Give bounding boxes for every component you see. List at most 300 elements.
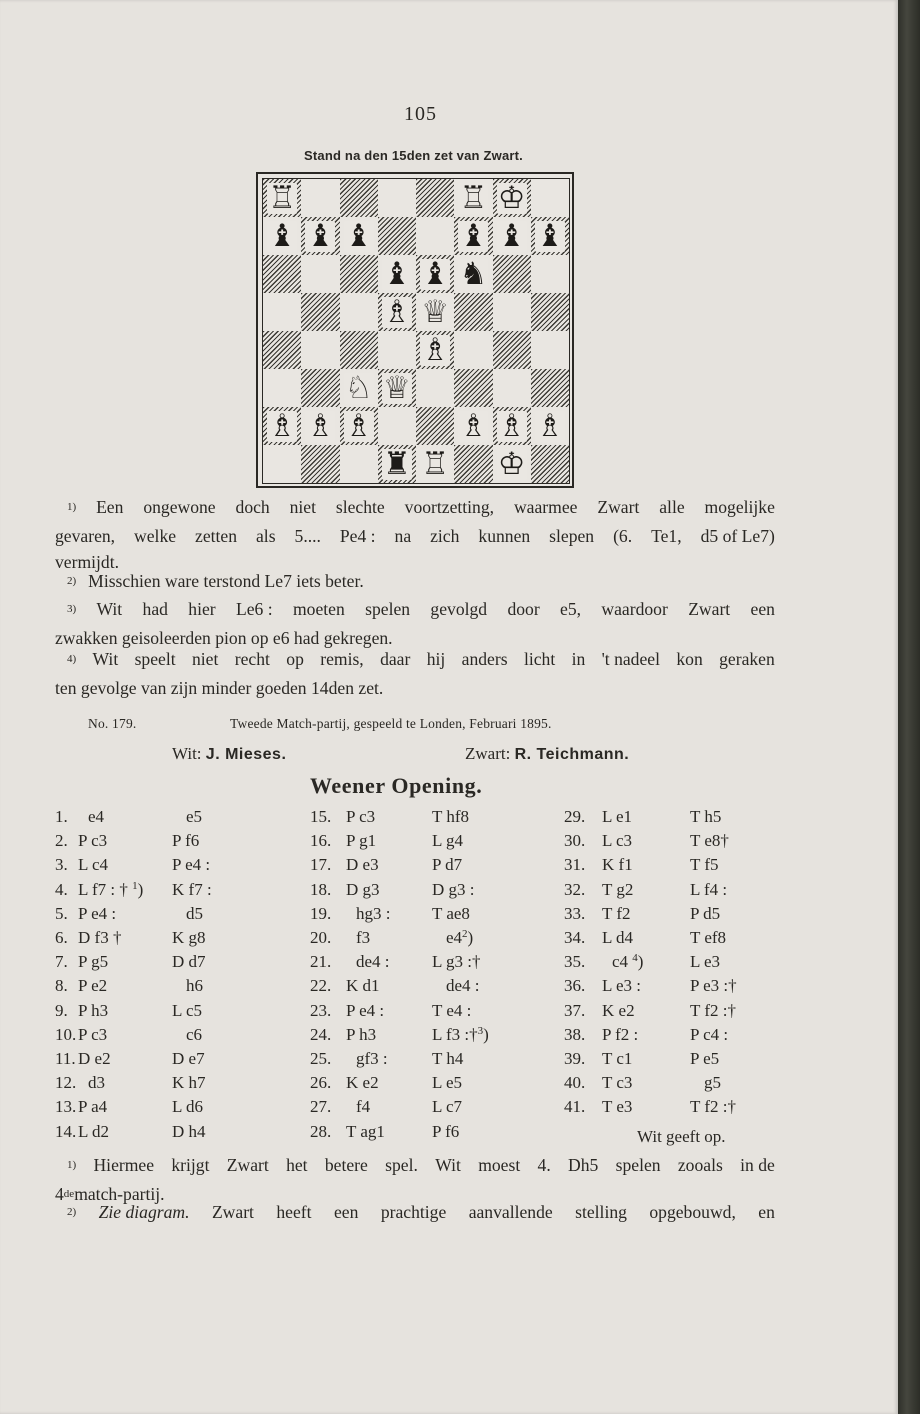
footnote-marker: 2) <box>67 1206 77 1218</box>
move-number: 19. <box>310 903 332 923</box>
word: alle <box>659 497 685 517</box>
black-move: P c4 : <box>690 1024 729 1044</box>
chess-piece-b7: ♝ <box>306 217 335 254</box>
white-move: T c1 <box>602 1049 633 1068</box>
white-move: P e4 : <box>78 903 117 923</box>
chess-piece-c3: ♘ <box>344 369 373 406</box>
word: Wit <box>435 1155 461 1175</box>
white-move: e4 <box>88 807 105 826</box>
chess-piece-d1: ♜ <box>382 445 411 482</box>
black-move: T ae8 <box>432 903 470 923</box>
white-move: P h3 <box>346 1024 377 1044</box>
word: Wit <box>92 649 119 669</box>
black-move: L f4 : <box>690 879 728 899</box>
square-e2 <box>416 407 454 445</box>
move-number: 12. <box>55 1073 77 1093</box>
word: moeten <box>292 599 345 619</box>
move-number: 16. <box>310 831 332 851</box>
word: Le6 : <box>236 599 273 619</box>
chess-piece-d3: ♕ <box>382 369 411 406</box>
square-b2 <box>301 407 339 445</box>
square-g2 <box>493 407 531 445</box>
white-move: K d1 <box>346 976 380 996</box>
word: prachtige <box>380 1202 447 1222</box>
move-number: 32. <box>564 879 586 899</box>
word: niet <box>191 649 219 669</box>
black-move: P e5 <box>690 1049 720 1068</box>
game-number: No. 179. <box>88 716 137 731</box>
move-number: 28. <box>310 1121 332 1141</box>
word: Zwart <box>211 1202 254 1222</box>
white-player <box>172 744 286 764</box>
black-move: D h4 <box>172 1121 206 1141</box>
move-number: 2. <box>55 831 68 851</box>
square-a7 <box>263 217 301 255</box>
chess-piece-g7: ♝ <box>497 217 526 254</box>
word: zetten <box>195 526 238 546</box>
black-move: T f2 :† <box>690 1097 736 1117</box>
white-move: P c3 <box>78 831 108 851</box>
game-result: Wit geeft op. <box>637 1127 726 1146</box>
white-move: L d2 <box>78 1121 110 1141</box>
square-h8 <box>531 179 569 217</box>
footnote-4-line-2 <box>55 675 775 701</box>
square-h7 <box>531 217 569 255</box>
move-number: 37. <box>564 1000 586 1020</box>
opening-title: Weener Opening. <box>310 773 483 798</box>
square-f8 <box>454 179 492 217</box>
square-f2 <box>454 407 492 445</box>
move-number: 17. <box>310 855 332 875</box>
black-move: h6 <box>186 976 203 996</box>
move-number: 33. <box>564 903 586 923</box>
square-h1 <box>531 445 569 483</box>
word: (6. <box>613 526 633 546</box>
square-g6 <box>493 255 531 293</box>
footnote-3-line-1 <box>55 596 775 625</box>
chess-piece-e1: ♖ <box>421 445 450 482</box>
footnote-reference: 4 <box>632 952 638 965</box>
black-move: L c7 <box>432 1097 463 1117</box>
square-e4 <box>416 331 454 369</box>
chess-piece-d6: ♝ <box>382 255 411 292</box>
move-number: 7. <box>55 952 68 972</box>
word: voortzetting, <box>404 497 495 517</box>
word: gevaren, <box>55 526 116 546</box>
move-number: 21. <box>310 952 332 972</box>
square-e1 <box>416 445 454 483</box>
move-number: 40. <box>564 1073 586 1093</box>
black-move: T f2 :† <box>690 1000 736 1020</box>
square-h3 <box>531 369 569 407</box>
word: zwakken geisoleerden pion op e6 had gekregen. <box>55 628 393 648</box>
footnote-marker: 1) <box>67 501 77 513</box>
chess-piece-c7: ♝ <box>344 217 373 254</box>
word: recht <box>234 649 270 669</box>
square-f4 <box>454 331 492 369</box>
game-description: Tweede Match-partij, gespeeld te Londen, Februari 1895. <box>230 716 552 731</box>
footnote-marker: 1) <box>67 1159 77 1171</box>
square-a5 <box>263 293 301 331</box>
black-player <box>465 744 629 764</box>
move-number: 27. <box>310 1097 332 1117</box>
white-move: P e2 <box>78 976 108 996</box>
black-move: K g8 <box>172 928 206 947</box>
white-move: T g2 <box>602 879 634 899</box>
black-move: L g3 :† <box>432 952 481 972</box>
white-move: K e2 <box>602 1000 635 1020</box>
white-move: gf3 : <box>356 1049 388 1068</box>
move-number: 39. <box>564 1049 586 1068</box>
move-number: 13. <box>55 1097 77 1117</box>
square-c5 <box>340 293 378 331</box>
black-move: L f3 :†$^3$) <box>432 1024 489 1044</box>
chess-piece-g2: ♗ <box>497 407 526 444</box>
move-number: 22. <box>310 976 332 996</box>
footnote-1-line-2 <box>55 523 775 549</box>
square-c7 <box>340 217 378 255</box>
word: e5, <box>560 599 582 619</box>
white-move: L e1 <box>602 807 633 826</box>
word: ongewone <box>143 497 216 517</box>
move-number: 23. <box>310 1000 332 1020</box>
word: geraken <box>719 649 775 669</box>
move-number: 1. <box>55 807 68 826</box>
chess-diagram <box>256 172 574 488</box>
footnote-2-marker: 2) <box>67 575 77 587</box>
white-move: D f3 † <box>78 928 122 947</box>
word: spel. <box>385 1155 418 1175</box>
word: een <box>333 1202 359 1222</box>
move-number: 26. <box>310 1073 332 1093</box>
move-number: 25. <box>310 1049 332 1068</box>
word: krijgt <box>171 1155 210 1175</box>
word: waarmee <box>513 497 578 517</box>
footnote-4-line-1 <box>55 646 775 675</box>
square-b5 <box>301 293 339 331</box>
word: Wit <box>96 599 123 619</box>
square-b6 <box>301 255 339 293</box>
footnote-marker: 3) <box>67 603 77 615</box>
game-note-1-line-2: 4 de match-partij. <box>55 1184 165 1204</box>
move-number: 6. <box>55 928 68 947</box>
black-move: T f5 <box>690 855 719 875</box>
move-number: 15. <box>310 807 332 826</box>
square-b7 <box>301 217 339 255</box>
move-number: 5. <box>55 903 68 923</box>
black-move: g5 <box>704 1073 721 1093</box>
word: slepen <box>549 526 595 546</box>
square-h2 <box>531 407 569 445</box>
diagram-reference: Zie diagram. <box>98 1202 190 1222</box>
chess-piece-g1: ♔ <box>497 445 526 482</box>
square-c8 <box>340 179 378 217</box>
word: kunnen <box>478 526 531 546</box>
word: aanvallende <box>468 1202 553 1222</box>
black-move: D e7 <box>172 1049 205 1068</box>
chess-piece-a8: ♖ <box>268 179 297 216</box>
square-d5 <box>378 293 416 331</box>
square-f3 <box>454 369 492 407</box>
word: gevolgd <box>430 599 488 619</box>
word: Zwart <box>688 599 731 619</box>
white-move: D e2 <box>78 1049 111 1068</box>
word: Te1, <box>651 526 682 546</box>
black-player-name: R. Teichmann. <box>514 746 630 763</box>
white-move: L c4 <box>78 855 109 875</box>
square-a6 <box>263 255 301 293</box>
white-move: de4 : <box>356 952 390 972</box>
word: vermijdt. <box>55 552 120 572</box>
white-move: P e4 : <box>346 1000 385 1020</box>
move-number: 41. <box>564 1097 586 1117</box>
footnote-reference: 2 <box>462 928 468 940</box>
square-e8 <box>416 179 454 217</box>
black-move: T h4 <box>432 1049 464 1068</box>
white-move: d3 <box>88 1073 105 1093</box>
white-move: P h3 <box>78 1000 109 1020</box>
black-move: P f6 <box>172 831 200 851</box>
word: Dh5 <box>568 1155 599 1175</box>
word: ten gevolge van zijn minder goeden 14den zet. <box>55 678 384 698</box>
game-note-2-line-1 <box>55 1199 775 1228</box>
word: had <box>142 599 168 619</box>
square-e6 <box>416 255 454 293</box>
square-d2 <box>378 407 416 445</box>
game-note-1-line-1 <box>55 1152 775 1181</box>
white-move: f3 <box>356 928 371 947</box>
square-h5 <box>531 293 569 331</box>
move-number: 4. <box>55 879 68 899</box>
chess-piece-f2: ♗ <box>459 407 488 444</box>
square-g3 <box>493 369 531 407</box>
word: moest <box>478 1155 521 1175</box>
chess-piece-e5: ♕ <box>421 293 450 330</box>
square-g7 <box>493 217 531 255</box>
black-move: K f7 : <box>172 879 212 899</box>
square-h4 <box>531 331 569 369</box>
white-move: T f2 <box>602 903 631 923</box>
move-number: 8. <box>55 976 68 996</box>
white-move: P g5 <box>78 952 109 972</box>
black-move: K h7 <box>172 1073 206 1093</box>
square-c2 <box>340 407 378 445</box>
word: welke <box>134 526 177 546</box>
footnote-4 <box>55 646 775 701</box>
square-d1 <box>378 445 416 483</box>
black-move: de4 : <box>446 976 480 996</box>
square-c6 <box>340 255 378 293</box>
chess-board <box>262 178 570 484</box>
word: stelling <box>575 1202 627 1222</box>
word: 't nadeel <box>601 649 660 669</box>
black-move: e4$^2$) <box>446 928 474 947</box>
square-a3 <box>263 369 301 407</box>
word: anders <box>461 649 508 669</box>
square-a2 <box>263 407 301 445</box>
square-b8 <box>301 179 339 217</box>
move-number: 24. <box>310 1024 332 1044</box>
word: hier <box>188 599 216 619</box>
word: en <box>758 1202 775 1222</box>
word: door <box>507 599 540 619</box>
square-g5 <box>493 293 531 331</box>
word: speelt <box>134 649 176 669</box>
word: Zwart <box>226 1155 269 1175</box>
white-move: T e3 <box>602 1097 633 1117</box>
square-c3 <box>340 369 378 407</box>
white-move: L e3 : <box>602 976 642 996</box>
word: doch <box>235 497 270 517</box>
word: niet <box>289 497 316 517</box>
square-f7 <box>454 217 492 255</box>
word: d5 of Le7) <box>700 526 775 546</box>
square-a1 <box>263 445 301 483</box>
footnote-1-line-1 <box>55 494 775 523</box>
move-number: 35. <box>564 952 586 972</box>
black-move: P e4 : <box>172 855 211 875</box>
black-move: P d5 <box>690 903 721 923</box>
move-number: 20. <box>310 928 332 947</box>
chess-piece-c2: ♗ <box>344 407 373 444</box>
word: op <box>286 649 304 669</box>
black-move: T hf8 <box>432 807 469 826</box>
word: kon <box>676 649 703 669</box>
word: in de <box>740 1155 775 1175</box>
word: zich <box>430 526 460 546</box>
move-number: 38. <box>564 1024 586 1044</box>
move-number: 30. <box>564 831 586 851</box>
chess-piece-f7: ♝ <box>459 217 488 254</box>
black-move: L d6 <box>172 1097 204 1117</box>
black-move: T e4 : <box>432 1000 472 1020</box>
word: een <box>750 599 775 619</box>
word: slechte <box>335 497 385 517</box>
white-move: L f7 : † $^1$) <box>78 879 144 899</box>
white-player-name: J. Mieses. <box>205 746 287 763</box>
white-move: D e3 <box>346 855 379 875</box>
word: Hiermee <box>93 1155 155 1175</box>
footnote-marker: 4) <box>67 653 77 665</box>
diagram-caption: Stand na den 15den zet van Zwart. <box>304 148 523 163</box>
square-h6 <box>531 255 569 293</box>
word: als <box>256 526 276 546</box>
chess-piece-e6: ♝ <box>421 255 450 292</box>
scan-edge <box>898 0 920 1414</box>
white-move: K e2 <box>346 1073 379 1093</box>
square-g4 <box>493 331 531 369</box>
move-number: 36. <box>564 976 586 996</box>
black-move: L e3 <box>690 952 721 972</box>
word: het <box>286 1155 308 1175</box>
word: zooals <box>677 1155 723 1175</box>
square-f5 <box>454 293 492 331</box>
move-number: 9. <box>55 1000 68 1020</box>
black-move: d5 <box>186 903 203 923</box>
page-number: 105 <box>404 103 437 125</box>
word: 4. <box>537 1155 551 1175</box>
square-a4 <box>263 331 301 369</box>
word: opgebouwd, <box>649 1202 736 1222</box>
footnote-3 <box>55 596 775 651</box>
square-c4 <box>340 331 378 369</box>
footnote-2-text: Misschien ware terstond Le7 iets beter. <box>88 571 364 591</box>
black-move: P e3 :† <box>690 976 737 996</box>
square-d7 <box>378 217 416 255</box>
white-move: T c3 <box>602 1073 633 1093</box>
word: daar <box>380 649 411 669</box>
move-number: 31. <box>564 855 586 875</box>
word: waardoor <box>601 599 668 619</box>
square-d8 <box>378 179 416 217</box>
white-move: f4 <box>356 1097 371 1117</box>
footnote-1 <box>55 494 775 575</box>
word: remis, <box>320 649 364 669</box>
white-move: hg3 : <box>356 903 391 923</box>
word: Pe4 : <box>339 526 376 546</box>
word: spelen <box>615 1155 661 1175</box>
square-d3 <box>378 369 416 407</box>
word: na <box>394 526 412 546</box>
square-a8 <box>263 179 301 217</box>
word: 5.... <box>294 526 321 546</box>
move-number: 3. <box>55 855 68 875</box>
word: licht <box>523 649 556 669</box>
black-move: P d7 <box>432 855 463 875</box>
white-move: T ag1 <box>346 1121 385 1141</box>
black-move: e5 <box>186 807 203 826</box>
square-e7 <box>416 217 454 255</box>
white-move: L d4 <box>602 928 634 947</box>
square-e3 <box>416 369 454 407</box>
word: heeft <box>276 1202 312 1222</box>
word: spelen <box>365 599 411 619</box>
black-move: D g3 : <box>432 879 475 899</box>
move-number: 10. <box>55 1024 77 1044</box>
black-move: P f6 <box>432 1121 460 1141</box>
chess-piece-f8: ♖ <box>459 179 488 216</box>
footnote-reference: 1 <box>132 879 138 892</box>
chess-piece-a2: ♗ <box>268 407 297 444</box>
white-move: c4 $^4$) <box>612 952 644 972</box>
chess-piece-h7: ♝ <box>535 217 564 254</box>
square-f6 <box>454 255 492 293</box>
chess-piece-f6: ♞ <box>459 255 488 292</box>
white-move: P a4 <box>78 1097 108 1117</box>
footnote-2 <box>55 568 775 597</box>
word: Een <box>96 497 124 517</box>
square-b3 <box>301 369 339 407</box>
black-move: L e5 <box>432 1073 463 1093</box>
square-b4 <box>301 331 339 369</box>
chess-piece-d5: ♗ <box>382 293 411 330</box>
move-number: 18. <box>310 879 332 899</box>
word: mogelijke <box>704 497 775 517</box>
white-move: P c3 <box>346 807 376 826</box>
move-number: 11. <box>55 1049 76 1068</box>
move-number: 29. <box>564 807 586 826</box>
chess-piece-h2: ♗ <box>535 407 564 444</box>
move-number: 14. <box>55 1121 77 1141</box>
square-e5 <box>416 293 454 331</box>
chess-piece-g8: ♔ <box>497 179 526 216</box>
footnote-reference: 3 <box>477 1024 484 1037</box>
white-move: P g1 <box>346 831 377 851</box>
chess-piece-e4: ♗ <box>421 331 450 368</box>
black-move: c6 <box>186 1024 203 1044</box>
chess-piece-a7: ♝ <box>268 217 297 254</box>
black-move: T e8† <box>690 831 729 851</box>
